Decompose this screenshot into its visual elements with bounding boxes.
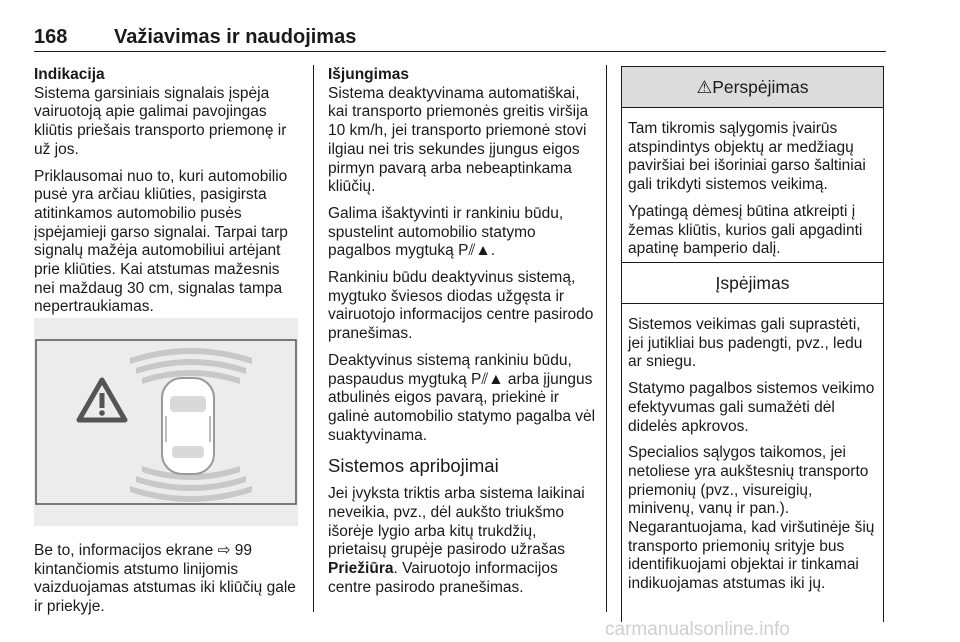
paragraph: Specialios sąlygos taikomos, jei netoliese yra aukštesnių transporto priemonių (pvz., visureigių, minivenų, vanų ir pan.). Negarantuojama, kad viršutinėje šių transporto priemonių srityje bus identifikuojami objektai ir tinkamai indikuojamas atstumas iki jų. [628,444,875,593]
column-divider-left [313,65,314,612]
section-heading-deactivation: Išjungimas [328,66,409,83]
parking-diagram-svg [34,318,298,526]
caution-box-body [622,304,883,594]
section-heading-limitations: Sistemos apribojimai [328,455,499,477]
paragraph: Ypatingą dėmesį būtina atkreipti į žemas kliūtis, kurios gali apgadinti apatinę bamperio dalį. [628,202,863,258]
warning-box [621,66,884,270]
paragraph: Statymo pagalbos sistemos veikimo efektyvumas gali sumažėti dėl didelės apkrovos. [628,380,875,435]
parking-sensor-illustration [34,318,298,526]
section-heading-indication: Indikacija [34,66,105,83]
paragraph: Sistemos veikimas gali suprastėti, jei jutikliai bus padengti, pvz., ledu ar sniegu. [628,316,863,371]
caution-box [621,262,884,622]
paragraph: Rankiniu būdu deaktyvinus sistemą, mygtuko šviesos diodas užgęsta ir vairuotojo informacijos centre pasirodo pranešimas. [328,269,594,343]
warning-box-body [622,108,883,259]
paragraph: Deaktyvinus sistemą rankiniu būdu, paspaudus mygtuką P⫽▲ arba įjungus atbulinės eigos pavarą, priekinė ir galinė automobilio statymo pagalba vėl suaktyvinama. [328,351,596,444]
warning-triangle-icon [79,380,125,420]
page-header [34,26,884,50]
paragraph: Galima išaktyvinti ir rankiniu būdu, spustelint automobilio statymo pagalbos mygtuką P⫽▲. [328,204,564,260]
car-top-view-icon [162,378,214,474]
paragraph [328,485,596,597]
caution-title: Įspėjimas [715,273,790,293]
warning-icon: ⚠ [696,77,713,97]
paragraph: Sistema deaktyvinama automatiškai, kai transporto priemonės greitis viršija 10 km/h, jei transporto priemonė stovi ilgiau nei tris sekundes įjungus eigos pirmyn pavarą arba nebeaptinkama kliūčių. [328,84,589,196]
paragraph-tail: . Vairuotojo informacijos centre pasirodo pranešimas. [328,560,558,596]
column-middle [328,66,596,606]
service-message-label: Priežiūra [328,560,394,578]
column-left [34,66,300,325]
paragraph: Sistema garsiniais signalais įspėja vairuotoją apie galimai pavojingas kliūtis priešais transporto priemonę ir už jos. [34,84,287,158]
paragraph: Tam tikromis sąlygomis įvairūs atspindintys objektų ar medžiagų paviršiai bei išoriniai garso šaltiniai gali trikdyti sistemos veikimą. [628,120,866,194]
page-number: 168 [34,26,68,48]
page-title: Važiavimas ir naudojimas [114,26,357,48]
header-rule [34,51,886,52]
watermark: carmanualsonline.info [605,619,790,640]
figure-caption: Be to, informacijos ekrane ⇨ 99 kintančiomis atstumo linijomis vaizduojamas atstumas iki kliūčių gale ir priekyje. [34,542,296,616]
paragraph-lead: Jei įvyksta triktis arba sistema laikinai neveikia, pvz., dėl aukšto triukšmo išorėje lygio arba kitų trukdžių, prietaisų grupėje pasirodo užrašas [328,485,585,559]
column-divider-right [606,65,607,612]
caution-box-header [622,263,883,304]
warning-box-header [622,67,883,108]
warning-title: Perspėjimas [712,77,809,97]
paragraph: Priklausomai nuo to, kuri automobilio pusė yra arčiau kliūties, pasigirsta atitinkamos automobilio pusės įspėjamieji garso signalai. Tarpai tarp signalų mažėja automobiliui artėjant prie kliūties. Kai atstumas mažesnis nei maždaug 30 cm, signalas tampa nepertraukiamas. [34,167,288,316]
